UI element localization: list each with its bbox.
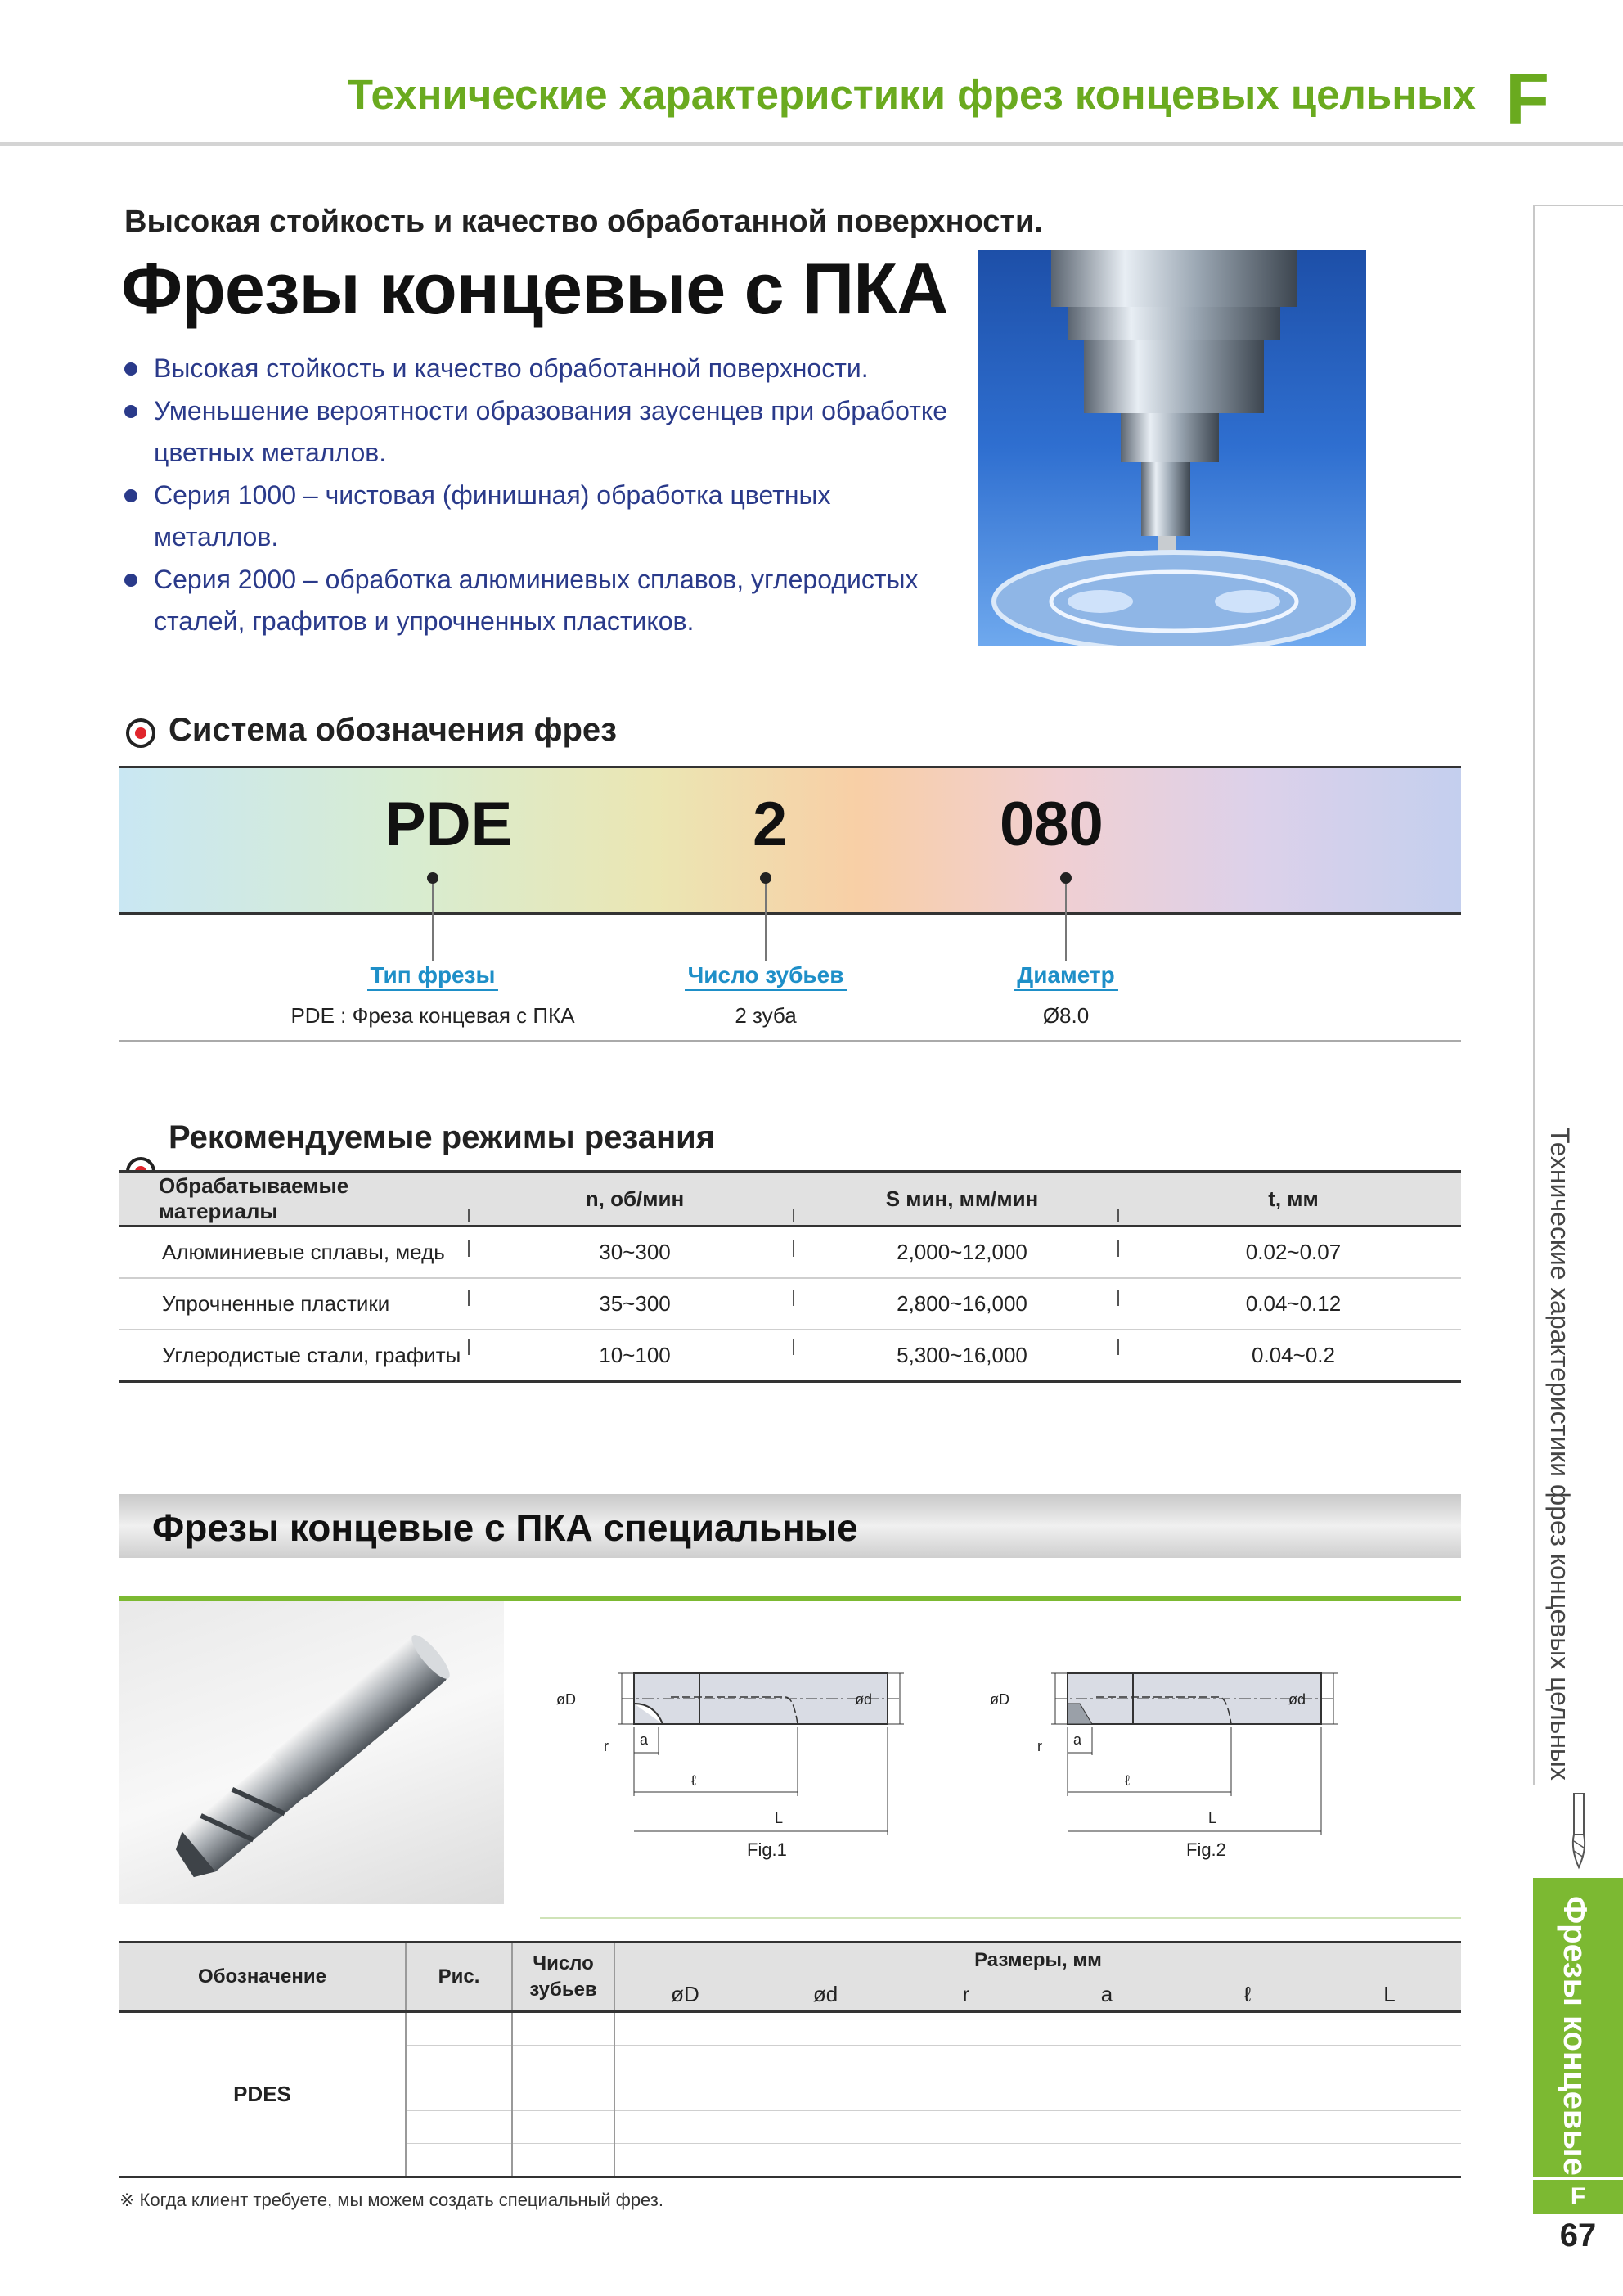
leader-line	[765, 884, 767, 961]
designation-band	[119, 766, 1461, 915]
col-feed: S мин, мм/мин	[798, 1172, 1126, 1227]
col-dimensions: Размеры, мм	[614, 1943, 1461, 1979]
code-type-marker	[427, 872, 438, 884]
end-mill-icon	[1562, 1792, 1595, 1870]
fig1-caption: Fig.1	[747, 1839, 787, 1860]
cutting-heading: Рекомендуемые режимы резания	[169, 1119, 716, 1155]
table-row	[119, 1330, 1461, 1382]
dim-label-L: L	[775, 1810, 784, 1826]
cell-material: Упрочненные пластики	[119, 1278, 471, 1330]
code-teeth-marker	[760, 872, 771, 884]
special-section-title: Фрезы концевые с ПКА специальные	[152, 1506, 858, 1549]
label-type-wrap	[351, 962, 515, 988]
dim-label-a: a	[640, 1731, 649, 1748]
label-teeth: Число зубьев	[685, 962, 847, 991]
intro-title: Фрезы концевые с ПКА	[121, 248, 948, 329]
code-type: PDE	[384, 790, 513, 859]
col-L: L	[1318, 1978, 1461, 2012]
col-d: ød	[755, 1978, 896, 2012]
col-a: a	[1036, 1978, 1177, 2012]
column-tick	[793, 1290, 794, 1306]
table-row	[119, 1278, 1461, 1330]
special-section-divider	[119, 1596, 1461, 1601]
fig2-caption: Fig.2	[1186, 1839, 1226, 1860]
cutting-conditions-table	[119, 1170, 1461, 1383]
table-row	[119, 1227, 1461, 1279]
feature-item: Серия 2000 – обработка алюминиевых сплавов, углеродистых сталей, графитов и упрочненных пластиков.	[123, 559, 949, 642]
table-header-row	[119, 1943, 1461, 1979]
column-tick	[468, 1209, 470, 1222]
column-tick	[793, 1209, 794, 1222]
dim-label-d: ød	[855, 1691, 873, 1708]
table-row	[119, 2012, 1461, 2046]
technical-drawings	[532, 1645, 1456, 1882]
col-teeth: Число зубьев	[512, 1943, 614, 2012]
dim-label-a: a	[1073, 1731, 1082, 1748]
drawings-divider	[540, 1917, 1461, 1919]
side-tab-letter: F	[1533, 2180, 1623, 2214]
col-D: øD	[614, 1978, 755, 2012]
section-letter: F	[1505, 58, 1549, 139]
col-depth: t, мм	[1126, 1172, 1461, 1227]
page-number: 67	[1559, 2217, 1597, 2253]
col-fig: Рис.	[406, 1943, 512, 2012]
cell-depth: 0.04~0.12	[1126, 1278, 1461, 1330]
leader-line	[1065, 884, 1067, 961]
cell-depth: 0.04~0.2	[1126, 1330, 1461, 1382]
cell-feed: 2,800~16,000	[798, 1278, 1126, 1330]
end-mill-photo	[119, 1601, 504, 1904]
column-tick	[1117, 1240, 1119, 1257]
feature-list	[123, 348, 949, 643]
page-header-title: Технические характеристики фрез концевых цельных	[347, 71, 1476, 118]
side-tab-title: Технические характеристики фрез концевых цельных	[1545, 1128, 1575, 1781]
dim-label-D: øD	[556, 1691, 576, 1708]
dim-label-l: ℓ	[1125, 1772, 1130, 1789]
label-type: Тип фрезы	[367, 962, 499, 991]
col-l: ℓ	[1177, 1978, 1318, 2012]
feature-item: Серия 1000 – чистовая (финишная) обработка цветных металлов.	[123, 475, 949, 558]
side-tab-category[interactable]	[1533, 1878, 1623, 2177]
designation-heading: Система обозначения фрез	[169, 712, 618, 748]
label-teeth-wrap	[684, 962, 847, 988]
dim-label-r: r	[604, 1738, 609, 1754]
col-rpm: n, об/мин	[471, 1172, 798, 1227]
cell-depth: 0.02~0.07	[1126, 1227, 1461, 1279]
milling-machine-photo	[978, 250, 1366, 646]
section-bullet-icon	[126, 718, 155, 748]
label-diameter: Диаметр	[1014, 962, 1117, 991]
footnote: ※ Когда клиент требуете, мы можем создать специальный фрез.	[119, 2190, 664, 2210]
column-tick	[793, 1339, 794, 1355]
cell-feed: 5,300~16,000	[798, 1330, 1126, 1382]
column-tick	[468, 1240, 470, 1257]
column-tick	[1117, 1209, 1119, 1222]
value-teeth: 2 зуба	[735, 1003, 797, 1028]
value-type: PDE : Фреза концевая с ПКА	[290, 1003, 575, 1028]
leader-line	[432, 884, 434, 961]
code-diameter-marker	[1060, 872, 1072, 884]
col-material: Обрабатываемые материалы	[119, 1172, 471, 1227]
column-tick	[1117, 1290, 1119, 1306]
dimensions-table	[119, 1941, 1461, 2178]
side-tab-category-label: Фрезы концевые	[1557, 1896, 1593, 2176]
label-diameter-wrap	[984, 962, 1148, 988]
feature-item: Высокая стойкость и качество обработанной поверхности.	[123, 348, 949, 389]
dim-label-l: ℓ	[691, 1772, 696, 1789]
cell-material: Углеродистые стали, графиты	[119, 1330, 471, 1382]
dim-label-r: r	[1037, 1738, 1042, 1754]
header-divider	[0, 142, 1623, 146]
value-diameter: Ø8.0	[1042, 1003, 1090, 1028]
code-diameter: 080	[1000, 790, 1104, 859]
feature-item: Уменьшение вероятности образования заусенцев при обработке цветных металлов.	[123, 390, 949, 474]
dim-label-d: ød	[1288, 1691, 1306, 1708]
dim-label-L: L	[1208, 1810, 1217, 1826]
cell-rpm: 30~300	[471, 1227, 798, 1279]
intro-subtitle: Высокая стойкость и качество обработанной поверхности.	[124, 205, 1043, 239]
cell-feed: 2,000~12,000	[798, 1227, 1126, 1279]
cell-material: Алюминиевые сплавы, медь	[119, 1227, 471, 1279]
cell-designation: PDES	[119, 2012, 406, 2177]
col-designation: Обозначение	[119, 1943, 406, 2012]
table-header-row	[119, 1172, 1461, 1227]
cell-rpm: 35~300	[471, 1278, 798, 1330]
column-tick	[793, 1240, 794, 1257]
dim-label-D: øD	[990, 1691, 1009, 1708]
code-teeth: 2	[753, 790, 788, 859]
special-section-bar	[119, 1494, 1461, 1558]
column-tick	[468, 1290, 470, 1306]
designation-divider	[119, 1040, 1461, 1042]
column-tick	[1117, 1339, 1119, 1355]
column-tick	[468, 1339, 470, 1355]
col-r: r	[896, 1978, 1036, 2012]
cell-rpm: 10~100	[471, 1330, 798, 1382]
